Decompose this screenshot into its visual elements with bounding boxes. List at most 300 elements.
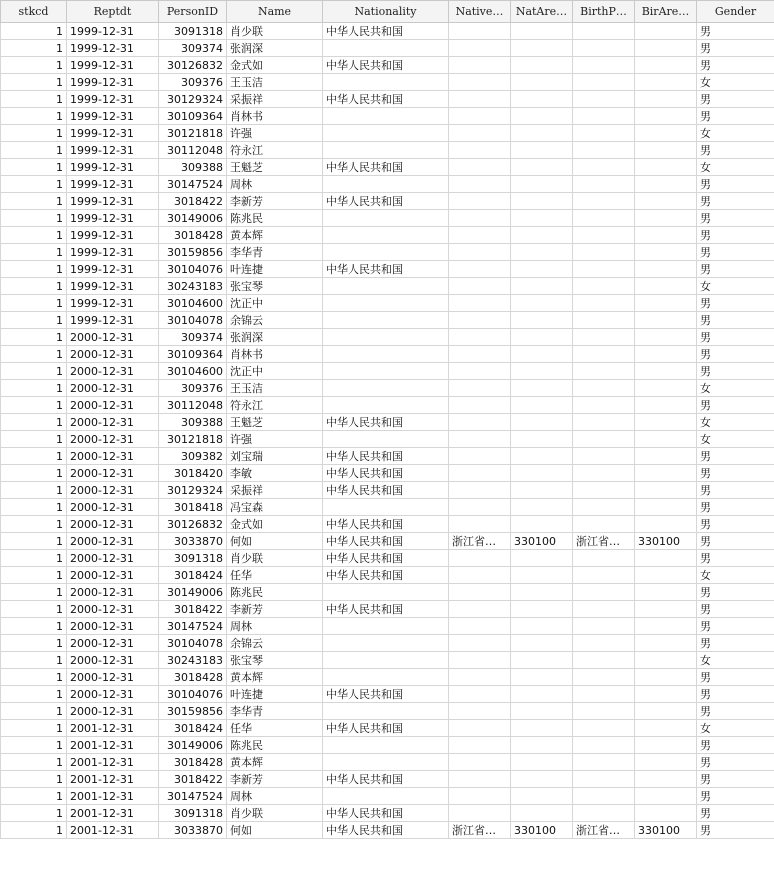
col-reptdt-cell[interactable]: 2000-12-31 bbox=[67, 346, 159, 363]
col-birthplace-cell[interactable] bbox=[573, 125, 635, 142]
col-name-header[interactable]: Name bbox=[227, 1, 323, 23]
col-birarea-cell[interactable] bbox=[635, 176, 697, 193]
table-row[interactable] bbox=[1, 227, 774, 244]
col-native-cell[interactable] bbox=[449, 295, 511, 312]
col-birarea-cell[interactable] bbox=[635, 244, 697, 261]
col-gender-cell[interactable]: 女 bbox=[697, 278, 774, 295]
col-name-cell[interactable]: 黄本辉 bbox=[227, 669, 323, 686]
table-row[interactable] bbox=[1, 91, 774, 108]
col-birarea-cell[interactable] bbox=[635, 278, 697, 295]
col-nationality-cell[interactable]: 中华人民共和国 bbox=[323, 805, 449, 822]
table-row[interactable] bbox=[1, 397, 774, 414]
col-gender-cell[interactable]: 男 bbox=[697, 482, 774, 499]
col-stkcd-cell[interactable]: 1 bbox=[1, 737, 67, 754]
col-name-cell[interactable]: 王玉洁 bbox=[227, 74, 323, 91]
col-name-cell[interactable]: 黄本辉 bbox=[227, 227, 323, 244]
col-native-cell[interactable] bbox=[449, 431, 511, 448]
col-personid-cell[interactable]: 30104600 bbox=[159, 363, 227, 380]
col-personid-cell[interactable]: 309382 bbox=[159, 448, 227, 465]
col-gender-cell[interactable]: 男 bbox=[697, 40, 774, 57]
col-reptdt-cell[interactable]: 1999-12-31 bbox=[67, 40, 159, 57]
col-birarea-cell[interactable] bbox=[635, 482, 697, 499]
col-stkcd-cell[interactable]: 1 bbox=[1, 125, 67, 142]
col-stkcd-cell[interactable]: 1 bbox=[1, 227, 67, 244]
col-reptdt-cell[interactable]: 2001-12-31 bbox=[67, 788, 159, 805]
col-birarea-cell[interactable] bbox=[635, 159, 697, 176]
col-nationality-cell[interactable] bbox=[323, 363, 449, 380]
col-gender-cell[interactable]: 男 bbox=[697, 771, 774, 788]
col-reptdt-cell[interactable]: 1999-12-31 bbox=[67, 193, 159, 210]
col-gender-cell[interactable]: 男 bbox=[697, 57, 774, 74]
col-birarea-cell[interactable] bbox=[635, 499, 697, 516]
col-natarea-cell[interactable] bbox=[511, 295, 573, 312]
table-row[interactable] bbox=[1, 601, 774, 618]
col-nationality-cell[interactable] bbox=[323, 74, 449, 91]
col-stkcd-cell[interactable]: 1 bbox=[1, 482, 67, 499]
col-native-cell[interactable] bbox=[449, 754, 511, 771]
col-birthplace-cell[interactable] bbox=[573, 40, 635, 57]
col-nationality-cell[interactable] bbox=[323, 329, 449, 346]
col-birarea-cell[interactable] bbox=[635, 805, 697, 822]
col-stkcd-cell[interactable]: 1 bbox=[1, 465, 67, 482]
col-stkcd-cell[interactable]: 1 bbox=[1, 40, 67, 57]
col-personid-cell[interactable]: 30129324 bbox=[159, 91, 227, 108]
col-birthplace-cell[interactable] bbox=[573, 550, 635, 567]
col-reptdt-cell[interactable]: 1999-12-31 bbox=[67, 159, 159, 176]
col-birarea-cell[interactable] bbox=[635, 91, 697, 108]
col-natarea-cell[interactable] bbox=[511, 176, 573, 193]
table-row[interactable] bbox=[1, 23, 774, 40]
col-birthplace-cell[interactable] bbox=[573, 210, 635, 227]
col-birthplace-cell[interactable] bbox=[573, 244, 635, 261]
col-name-cell[interactable]: 金式如 bbox=[227, 57, 323, 74]
table-row[interactable] bbox=[1, 312, 774, 329]
col-reptdt-cell[interactable]: 1999-12-31 bbox=[67, 142, 159, 159]
col-native-cell[interactable] bbox=[449, 57, 511, 74]
table-row[interactable] bbox=[1, 771, 774, 788]
col-gender-cell[interactable]: 男 bbox=[697, 108, 774, 125]
col-gender-cell[interactable]: 男 bbox=[697, 516, 774, 533]
col-gender-cell[interactable]: 男 bbox=[697, 210, 774, 227]
col-name-cell[interactable]: 周林 bbox=[227, 788, 323, 805]
col-personid-cell[interactable]: 30159856 bbox=[159, 244, 227, 261]
col-birarea-cell[interactable] bbox=[635, 754, 697, 771]
col-gender-cell[interactable]: 女 bbox=[697, 720, 774, 737]
col-birarea-cell[interactable] bbox=[635, 516, 697, 533]
col-stkcd-cell[interactable]: 1 bbox=[1, 448, 67, 465]
col-nationality-cell[interactable]: 中华人民共和国 bbox=[323, 822, 449, 839]
col-name-cell[interactable]: 符永江 bbox=[227, 142, 323, 159]
col-nationality-cell[interactable]: 中华人民共和国 bbox=[323, 601, 449, 618]
col-reptdt-cell[interactable]: 2000-12-31 bbox=[67, 516, 159, 533]
col-natarea-cell[interactable] bbox=[511, 754, 573, 771]
table-row[interactable] bbox=[1, 720, 774, 737]
col-birthplace-cell[interactable] bbox=[573, 193, 635, 210]
col-gender-cell[interactable]: 男 bbox=[697, 312, 774, 329]
col-nationality-cell[interactable]: 中华人民共和国 bbox=[323, 193, 449, 210]
col-personid-cell[interactable]: 3091318 bbox=[159, 23, 227, 40]
col-stkcd-cell[interactable]: 1 bbox=[1, 550, 67, 567]
col-gender-cell[interactable]: 女 bbox=[697, 159, 774, 176]
table-row[interactable] bbox=[1, 584, 774, 601]
col-nationality-cell[interactable] bbox=[323, 295, 449, 312]
col-name-cell[interactable]: 何如 bbox=[227, 822, 323, 839]
col-birarea-cell[interactable] bbox=[635, 363, 697, 380]
col-gender-cell[interactable]: 女 bbox=[697, 125, 774, 142]
col-birarea-cell[interactable] bbox=[635, 584, 697, 601]
col-native-cell[interactable] bbox=[449, 482, 511, 499]
col-natarea-cell[interactable] bbox=[511, 108, 573, 125]
col-natarea-cell[interactable]: 330100 bbox=[511, 822, 573, 839]
col-birarea-cell[interactable] bbox=[635, 210, 697, 227]
col-reptdt-cell[interactable]: 2000-12-31 bbox=[67, 482, 159, 499]
col-personid-cell[interactable]: 30104600 bbox=[159, 295, 227, 312]
col-name-cell[interactable]: 任华 bbox=[227, 720, 323, 737]
col-birthplace-cell[interactable] bbox=[573, 57, 635, 74]
col-personid-cell[interactable]: 309388 bbox=[159, 159, 227, 176]
col-nationality-cell[interactable]: 中华人民共和国 bbox=[323, 533, 449, 550]
col-gender-cell[interactable]: 男 bbox=[697, 669, 774, 686]
col-birarea-cell[interactable] bbox=[635, 346, 697, 363]
col-nationality-cell[interactable]: 中华人民共和国 bbox=[323, 516, 449, 533]
col-gender-cell[interactable]: 男 bbox=[697, 193, 774, 210]
col-gender-cell[interactable]: 女 bbox=[697, 380, 774, 397]
col-native-cell[interactable] bbox=[449, 244, 511, 261]
col-nationality-cell[interactable]: 中华人民共和国 bbox=[323, 550, 449, 567]
table-row[interactable] bbox=[1, 176, 774, 193]
col-native-cell[interactable] bbox=[449, 40, 511, 57]
col-gender-cell[interactable]: 男 bbox=[697, 618, 774, 635]
col-personid-cell[interactable]: 309374 bbox=[159, 329, 227, 346]
col-personid-cell[interactable]: 30159856 bbox=[159, 703, 227, 720]
col-name-cell[interactable]: 肖少联 bbox=[227, 23, 323, 40]
col-birthplace-cell[interactable] bbox=[573, 771, 635, 788]
col-natarea-header[interactable]: NatAre… bbox=[511, 1, 573, 23]
col-gender-cell[interactable]: 男 bbox=[697, 533, 774, 550]
col-nationality-cell[interactable] bbox=[323, 584, 449, 601]
table-row[interactable] bbox=[1, 788, 774, 805]
table-row[interactable] bbox=[1, 125, 774, 142]
col-stkcd-cell[interactable]: 1 bbox=[1, 516, 67, 533]
col-reptdt-cell[interactable]: 1999-12-31 bbox=[67, 244, 159, 261]
col-birarea-cell[interactable] bbox=[635, 737, 697, 754]
table-row[interactable] bbox=[1, 261, 774, 278]
col-stkcd-cell[interactable]: 1 bbox=[1, 159, 67, 176]
col-stkcd-cell[interactable]: 1 bbox=[1, 312, 67, 329]
col-natarea-cell[interactable]: 330100 bbox=[511, 533, 573, 550]
col-reptdt-cell[interactable]: 2000-12-31 bbox=[67, 635, 159, 652]
col-natarea-cell[interactable] bbox=[511, 363, 573, 380]
col-birarea-cell[interactable] bbox=[635, 23, 697, 40]
col-birthplace-cell[interactable] bbox=[573, 788, 635, 805]
col-native-cell[interactable] bbox=[449, 465, 511, 482]
col-birthplace-cell[interactable] bbox=[573, 635, 635, 652]
col-nationality-cell[interactable] bbox=[323, 788, 449, 805]
col-gender-cell[interactable]: 男 bbox=[697, 499, 774, 516]
col-native-cell[interactable] bbox=[449, 652, 511, 669]
col-natarea-cell[interactable] bbox=[511, 23, 573, 40]
col-nationality-cell[interactable] bbox=[323, 108, 449, 125]
col-birthplace-cell[interactable] bbox=[573, 397, 635, 414]
col-gender-cell[interactable]: 男 bbox=[697, 822, 774, 839]
col-gender-header[interactable]: Gender bbox=[697, 1, 774, 23]
table-row[interactable] bbox=[1, 754, 774, 771]
col-reptdt-cell[interactable]: 2000-12-31 bbox=[67, 601, 159, 618]
table-row[interactable] bbox=[1, 686, 774, 703]
col-natarea-cell[interactable] bbox=[511, 448, 573, 465]
col-natarea-cell[interactable] bbox=[511, 771, 573, 788]
col-personid-cell[interactable]: 3033870 bbox=[159, 822, 227, 839]
col-reptdt-cell[interactable]: 2000-12-31 bbox=[67, 703, 159, 720]
col-birthplace-cell[interactable] bbox=[573, 329, 635, 346]
col-nationality-cell[interactable] bbox=[323, 40, 449, 57]
col-birthplace-cell[interactable] bbox=[573, 414, 635, 431]
col-natarea-cell[interactable] bbox=[511, 550, 573, 567]
col-birthplace-cell[interactable] bbox=[573, 567, 635, 584]
col-gender-cell[interactable]: 男 bbox=[697, 686, 774, 703]
col-name-cell[interactable]: 何如 bbox=[227, 533, 323, 550]
col-natarea-cell[interactable] bbox=[511, 465, 573, 482]
col-personid-cell[interactable]: 3018424 bbox=[159, 567, 227, 584]
col-stkcd-cell[interactable]: 1 bbox=[1, 805, 67, 822]
col-native-cell[interactable] bbox=[449, 516, 511, 533]
col-birthplace-cell[interactable] bbox=[573, 652, 635, 669]
col-name-cell[interactable]: 张宝琴 bbox=[227, 652, 323, 669]
col-personid-cell[interactable]: 30147524 bbox=[159, 788, 227, 805]
col-birarea-cell[interactable]: 330100 bbox=[635, 822, 697, 839]
col-natarea-cell[interactable] bbox=[511, 482, 573, 499]
col-native-cell[interactable] bbox=[449, 142, 511, 159]
col-name-cell[interactable]: 张润深 bbox=[227, 329, 323, 346]
col-stkcd-cell[interactable]: 1 bbox=[1, 193, 67, 210]
col-natarea-cell[interactable] bbox=[511, 74, 573, 91]
col-natarea-cell[interactable] bbox=[511, 125, 573, 142]
col-natarea-cell[interactable] bbox=[511, 669, 573, 686]
col-native-cell[interactable] bbox=[449, 108, 511, 125]
col-birarea-cell[interactable] bbox=[635, 295, 697, 312]
col-natarea-cell[interactable] bbox=[511, 210, 573, 227]
col-reptdt-cell[interactable]: 2000-12-31 bbox=[67, 431, 159, 448]
col-native-cell[interactable] bbox=[449, 125, 511, 142]
col-gender-cell[interactable]: 女 bbox=[697, 431, 774, 448]
col-name-cell[interactable]: 李华青 bbox=[227, 244, 323, 261]
col-birthplace-cell[interactable] bbox=[573, 805, 635, 822]
col-birarea-cell[interactable] bbox=[635, 601, 697, 618]
col-natarea-cell[interactable] bbox=[511, 499, 573, 516]
table-row[interactable] bbox=[1, 295, 774, 312]
col-birthplace-cell[interactable] bbox=[573, 737, 635, 754]
col-native-cell[interactable] bbox=[449, 584, 511, 601]
col-nationality-cell[interactable] bbox=[323, 227, 449, 244]
col-nationality-cell[interactable]: 中华人民共和国 bbox=[323, 91, 449, 108]
table-row[interactable] bbox=[1, 533, 774, 550]
col-reptdt-cell[interactable]: 2000-12-31 bbox=[67, 397, 159, 414]
col-stkcd-cell[interactable]: 1 bbox=[1, 261, 67, 278]
col-gender-cell[interactable]: 女 bbox=[697, 652, 774, 669]
col-birarea-cell[interactable] bbox=[635, 193, 697, 210]
col-birthplace-cell[interactable] bbox=[573, 618, 635, 635]
col-reptdt-cell[interactable]: 2000-12-31 bbox=[67, 567, 159, 584]
col-reptdt-cell[interactable]: 2000-12-31 bbox=[67, 414, 159, 431]
col-birthplace-cell[interactable] bbox=[573, 465, 635, 482]
col-nationality-cell[interactable]: 中华人民共和国 bbox=[323, 482, 449, 499]
col-native-cell[interactable] bbox=[449, 278, 511, 295]
col-native-cell[interactable] bbox=[449, 669, 511, 686]
col-personid-cell[interactable]: 30149006 bbox=[159, 584, 227, 601]
table-row[interactable] bbox=[1, 278, 774, 295]
table-row[interactable] bbox=[1, 499, 774, 516]
col-stkcd-cell[interactable]: 1 bbox=[1, 788, 67, 805]
col-reptdt-cell[interactable]: 1999-12-31 bbox=[67, 125, 159, 142]
col-gender-cell[interactable]: 男 bbox=[697, 550, 774, 567]
col-gender-cell[interactable]: 男 bbox=[697, 91, 774, 108]
col-name-cell[interactable]: 肖林书 bbox=[227, 346, 323, 363]
col-stkcd-cell[interactable]: 1 bbox=[1, 771, 67, 788]
col-nationality-cell[interactable]: 中华人民共和国 bbox=[323, 465, 449, 482]
col-birthplace-cell[interactable] bbox=[573, 227, 635, 244]
col-name-cell[interactable]: 周林 bbox=[227, 176, 323, 193]
table-row[interactable] bbox=[1, 40, 774, 57]
col-stkcd-cell[interactable]: 1 bbox=[1, 618, 67, 635]
col-nationality-cell[interactable] bbox=[323, 142, 449, 159]
col-personid-cell[interactable]: 30104078 bbox=[159, 635, 227, 652]
col-nationality-cell[interactable] bbox=[323, 635, 449, 652]
col-birarea-cell[interactable] bbox=[635, 669, 697, 686]
col-stkcd-cell[interactable]: 1 bbox=[1, 635, 67, 652]
col-stkcd-cell[interactable]: 1 bbox=[1, 567, 67, 584]
col-gender-cell[interactable]: 男 bbox=[697, 397, 774, 414]
col-personid-cell[interactable]: 30147524 bbox=[159, 618, 227, 635]
col-name-cell[interactable]: 陈兆民 bbox=[227, 584, 323, 601]
table-row[interactable] bbox=[1, 805, 774, 822]
col-reptdt-cell[interactable]: 1999-12-31 bbox=[67, 312, 159, 329]
col-name-cell[interactable]: 李新芳 bbox=[227, 601, 323, 618]
col-natarea-cell[interactable] bbox=[511, 397, 573, 414]
col-name-cell[interactable]: 肖少联 bbox=[227, 805, 323, 822]
col-native-cell[interactable] bbox=[449, 771, 511, 788]
col-personid-cell[interactable]: 30104076 bbox=[159, 261, 227, 278]
col-name-cell[interactable]: 李华青 bbox=[227, 703, 323, 720]
col-nationality-cell[interactable] bbox=[323, 669, 449, 686]
col-native-cell[interactable] bbox=[449, 193, 511, 210]
col-reptdt-cell[interactable]: 2000-12-31 bbox=[67, 584, 159, 601]
col-nationality-cell[interactable]: 中华人民共和国 bbox=[323, 567, 449, 584]
col-natarea-cell[interactable] bbox=[511, 431, 573, 448]
col-natarea-cell[interactable] bbox=[511, 720, 573, 737]
col-stkcd-cell[interactable]: 1 bbox=[1, 686, 67, 703]
col-native-cell[interactable] bbox=[449, 618, 511, 635]
col-reptdt-header[interactable]: Reptdt bbox=[67, 1, 159, 23]
col-nationality-cell[interactable] bbox=[323, 210, 449, 227]
col-birthplace-cell[interactable] bbox=[573, 176, 635, 193]
col-personid-cell[interactable]: 3018422 bbox=[159, 601, 227, 618]
col-name-cell[interactable]: 符永江 bbox=[227, 397, 323, 414]
col-nationality-cell[interactable]: 中华人民共和国 bbox=[323, 159, 449, 176]
col-birthplace-cell[interactable] bbox=[573, 482, 635, 499]
col-reptdt-cell[interactable]: 2000-12-31 bbox=[67, 686, 159, 703]
col-gender-cell[interactable]: 男 bbox=[697, 737, 774, 754]
col-nationality-cell[interactable] bbox=[323, 703, 449, 720]
col-birthplace-cell[interactable] bbox=[573, 159, 635, 176]
col-nationality-cell[interactable] bbox=[323, 397, 449, 414]
table-row[interactable] bbox=[1, 159, 774, 176]
col-nationality-cell[interactable]: 中华人民共和国 bbox=[323, 261, 449, 278]
col-native-cell[interactable] bbox=[449, 448, 511, 465]
col-personid-cell[interactable]: 30121818 bbox=[159, 431, 227, 448]
col-natarea-cell[interactable] bbox=[511, 805, 573, 822]
col-native-cell[interactable] bbox=[449, 720, 511, 737]
col-stkcd-cell[interactable]: 1 bbox=[1, 329, 67, 346]
col-personid-cell[interactable]: 3018418 bbox=[159, 499, 227, 516]
col-stkcd-cell[interactable]: 1 bbox=[1, 108, 67, 125]
col-gender-cell[interactable]: 男 bbox=[697, 635, 774, 652]
table-row[interactable] bbox=[1, 431, 774, 448]
col-name-cell[interactable]: 叶连捷 bbox=[227, 686, 323, 703]
col-reptdt-cell[interactable]: 1999-12-31 bbox=[67, 278, 159, 295]
table-row[interactable] bbox=[1, 567, 774, 584]
table-row[interactable] bbox=[1, 380, 774, 397]
col-gender-cell[interactable]: 男 bbox=[697, 176, 774, 193]
col-natarea-cell[interactable] bbox=[511, 346, 573, 363]
col-natarea-cell[interactable] bbox=[511, 567, 573, 584]
col-gender-cell[interactable]: 男 bbox=[697, 584, 774, 601]
col-gender-cell[interactable]: 男 bbox=[697, 703, 774, 720]
table-row[interactable] bbox=[1, 652, 774, 669]
col-natarea-cell[interactable] bbox=[511, 652, 573, 669]
col-nationality-cell[interactable]: 中华人民共和国 bbox=[323, 414, 449, 431]
col-native-cell[interactable] bbox=[449, 363, 511, 380]
col-gender-cell[interactable]: 男 bbox=[697, 448, 774, 465]
col-birthplace-cell[interactable] bbox=[573, 108, 635, 125]
col-native-cell[interactable] bbox=[449, 74, 511, 91]
col-birthplace-cell[interactable]: 浙江省… bbox=[573, 822, 635, 839]
col-personid-cell[interactable]: 3018428 bbox=[159, 227, 227, 244]
col-nationality-cell[interactable] bbox=[323, 278, 449, 295]
col-native-cell[interactable] bbox=[449, 312, 511, 329]
col-native-cell[interactable] bbox=[449, 210, 511, 227]
col-nationality-cell[interactable] bbox=[323, 737, 449, 754]
col-personid-cell[interactable]: 309376 bbox=[159, 74, 227, 91]
col-stkcd-cell[interactable]: 1 bbox=[1, 669, 67, 686]
col-birarea-cell[interactable] bbox=[635, 788, 697, 805]
col-gender-cell[interactable]: 女 bbox=[697, 414, 774, 431]
col-reptdt-cell[interactable]: 2000-12-31 bbox=[67, 499, 159, 516]
table-row[interactable] bbox=[1, 193, 774, 210]
col-natarea-cell[interactable] bbox=[511, 57, 573, 74]
col-nationality-cell[interactable] bbox=[323, 125, 449, 142]
col-gender-cell[interactable]: 男 bbox=[697, 754, 774, 771]
col-gender-cell[interactable]: 男 bbox=[697, 805, 774, 822]
col-native-cell[interactable] bbox=[449, 329, 511, 346]
col-personid-cell[interactable]: 309376 bbox=[159, 380, 227, 397]
col-stkcd-cell[interactable]: 1 bbox=[1, 278, 67, 295]
col-stkcd-cell[interactable]: 1 bbox=[1, 363, 67, 380]
col-name-cell[interactable]: 任华 bbox=[227, 567, 323, 584]
col-reptdt-cell[interactable]: 1999-12-31 bbox=[67, 91, 159, 108]
col-native-cell[interactable] bbox=[449, 550, 511, 567]
col-birarea-cell[interactable] bbox=[635, 108, 697, 125]
col-native-cell[interactable] bbox=[449, 788, 511, 805]
col-gender-cell[interactable]: 男 bbox=[697, 295, 774, 312]
col-birarea-cell[interactable] bbox=[635, 261, 697, 278]
col-birthplace-header[interactable]: BirthP… bbox=[573, 1, 635, 23]
col-natarea-cell[interactable] bbox=[511, 329, 573, 346]
col-personid-cell[interactable]: 3091318 bbox=[159, 805, 227, 822]
col-name-cell[interactable]: 许强 bbox=[227, 431, 323, 448]
col-stkcd-cell[interactable]: 1 bbox=[1, 142, 67, 159]
col-name-cell[interactable]: 冯宝森 bbox=[227, 499, 323, 516]
col-reptdt-cell[interactable]: 1999-12-31 bbox=[67, 295, 159, 312]
